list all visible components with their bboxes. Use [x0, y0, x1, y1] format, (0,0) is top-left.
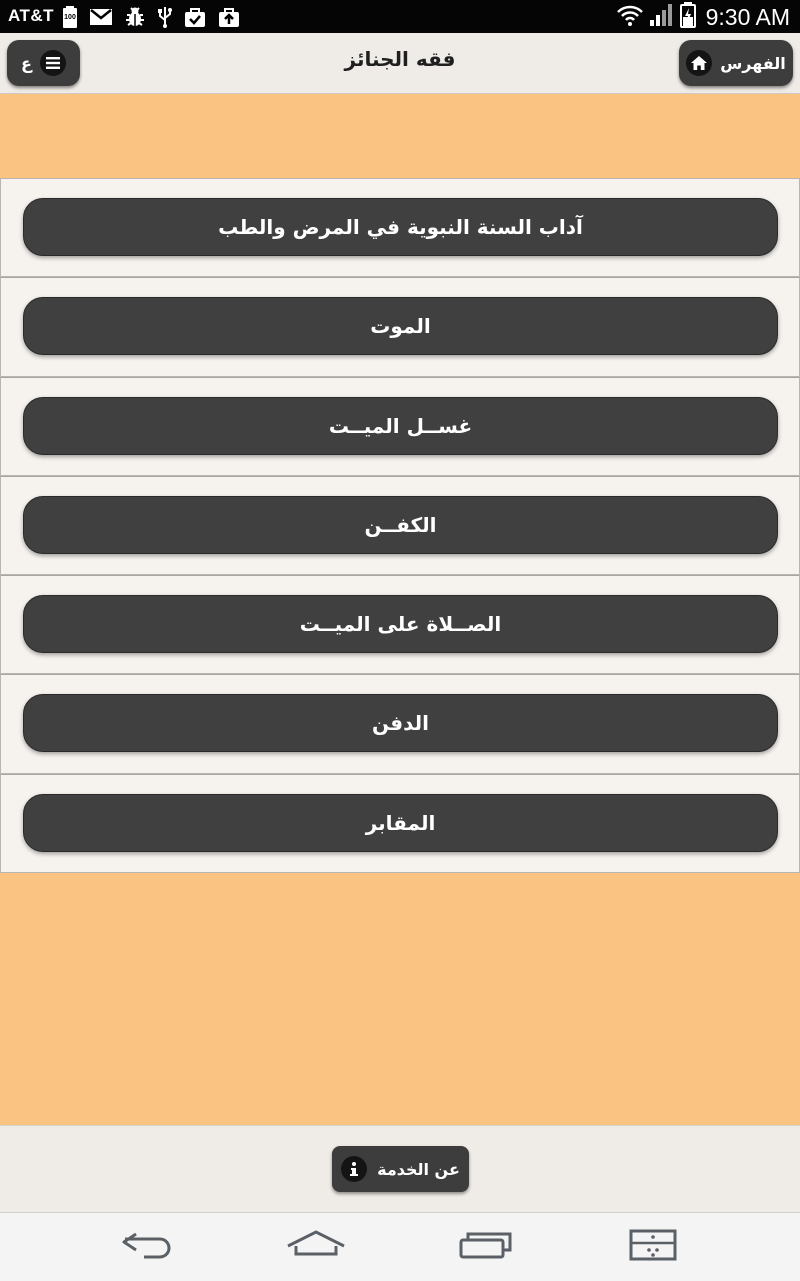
app-footer [0, 1125, 800, 1213]
chapter-button-washing[interactable]: غســل الميــت [23, 397, 778, 455]
accent-band-bottom [0, 873, 800, 1125]
wifi-icon [616, 4, 644, 30]
chapter-button-death[interactable]: الموت [23, 297, 778, 355]
recent-apps-icon [458, 1230, 514, 1264]
page-title: فقه الجنائز [344, 47, 456, 71]
home-nav-button[interactable] [276, 1223, 356, 1271]
chapter-list [0, 178, 800, 873]
back-button[interactable] [107, 1223, 187, 1271]
chapter-button-funeral-prayer[interactable]: الصــلاة على الميــت [23, 595, 778, 653]
list-item [0, 476, 800, 575]
usb-icon [158, 6, 172, 28]
notification-icons [62, 5, 240, 29]
list-item [0, 178, 800, 277]
carrier-label: AT&T [8, 6, 55, 25]
chapter-button-illness-etiquette[interactable]: آداب السنة النبوية في المرض والطب [23, 198, 778, 256]
mail-icon [90, 9, 112, 25]
chapter-button-shroud[interactable]: الكفــن [23, 496, 778, 554]
list-item [0, 674, 800, 773]
status-bar [0, 0, 800, 33]
about-service-button[interactable] [332, 1146, 469, 1192]
info-icon [341, 1156, 367, 1182]
app-header [0, 33, 800, 94]
back-icon [120, 1230, 174, 1264]
index-label: الفهرس [720, 53, 786, 73]
list-item [0, 774, 800, 873]
index-button[interactable] [679, 40, 793, 86]
chapter-button-burial[interactable]: الدفن [23, 694, 778, 752]
bug-icon [124, 6, 146, 28]
list-item [0, 377, 800, 476]
accent-band-top [0, 94, 800, 178]
list-item [0, 277, 800, 376]
about-service-label: عن الخدمة [377, 1159, 460, 1179]
battery-charging-icon [680, 2, 696, 32]
chapter-button-graves[interactable]: المقابر [23, 794, 778, 852]
signal-icon [650, 4, 674, 30]
system-icons [616, 3, 790, 31]
system-nav-bar [0, 1212, 800, 1281]
home-nav-icon [286, 1230, 346, 1264]
battery-100-icon [62, 6, 78, 28]
home-icon [686, 50, 712, 76]
keyboard-button[interactable] [613, 1223, 693, 1271]
battery-level-text: 100 [64, 14, 76, 21]
bag-check-icon [184, 7, 206, 27]
language-label: ع [21, 53, 32, 73]
list-item [0, 575, 800, 674]
recent-apps-button[interactable] [446, 1223, 526, 1271]
keyboard-icon [629, 1229, 677, 1265]
clock: 9:30 AM [705, 3, 790, 30]
bag-upload-icon [218, 7, 240, 27]
